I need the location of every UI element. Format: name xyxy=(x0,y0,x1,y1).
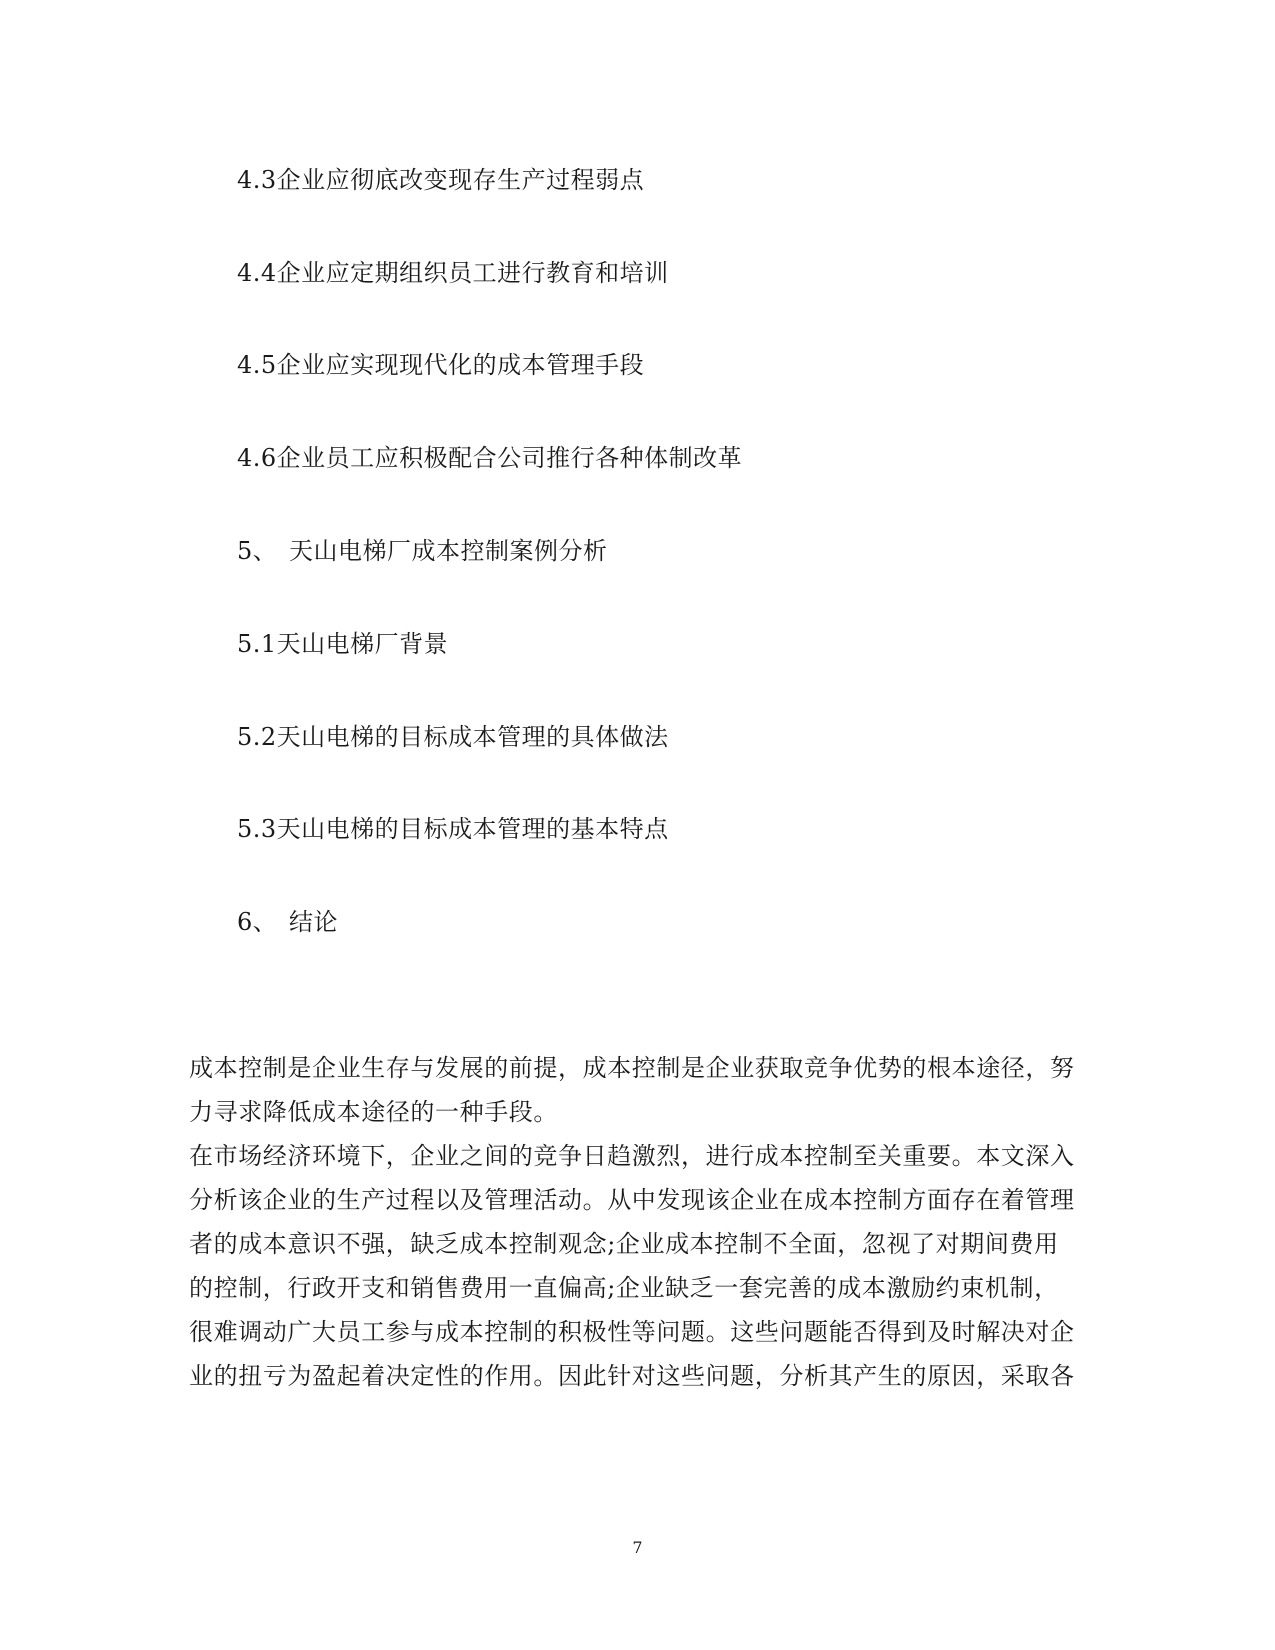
abstract-line: 力寻求降低成本途径的一种手段。 xyxy=(189,1098,558,1126)
toc-number: 4.6 xyxy=(237,444,277,472)
page-number: 7 xyxy=(632,1538,643,1557)
toc-number: 5.3 xyxy=(237,815,277,843)
toc-text: 企业员工应积极配合公司推行各种体制改革 xyxy=(276,444,743,472)
abstract-line: 的控制，行政开支和销售费用一直偏高;企业缺乏一套完善的成本激励约束机制， xyxy=(189,1274,1059,1302)
toc-number: 5.2 xyxy=(237,723,277,751)
toc-text: 结论 xyxy=(289,908,338,936)
toc-item-5-1 xyxy=(237,630,448,658)
toc-number: 5.1 xyxy=(237,630,277,658)
toc-item-4-3 xyxy=(237,166,644,194)
toc-text: 天山电梯的目标成本管理的基本特点 xyxy=(276,815,669,843)
toc-text: 天山电梯的目标成本管理的具体做法 xyxy=(276,723,669,751)
toc-number: 4.5 xyxy=(237,351,277,379)
toc-item-5-2 xyxy=(237,723,669,751)
abstract-line: 在市场经济环境下，企业之间的竞争日趋激烈，进行成本控制至关重要。本文深入 xyxy=(189,1142,1075,1170)
toc-number: 4.3 xyxy=(237,166,277,194)
toc-text: 企业应彻底改变现存生产过程弱点 xyxy=(276,166,645,194)
abstract-paragraph xyxy=(189,1046,1089,1398)
toc-item-4-6 xyxy=(237,444,742,472)
toc-item-4-4 xyxy=(237,259,669,287)
toc-number: 4.4 xyxy=(237,259,277,287)
toc-item-5-3 xyxy=(237,815,669,843)
toc-text: 企业应定期组织员工进行教育和培训 xyxy=(276,259,669,287)
toc-number: 6、 xyxy=(237,908,278,936)
toc-text: 企业应实现现代化的成本管理手段 xyxy=(276,351,645,379)
abstract-line: 者的成本意识不强，缺乏成本控制观念;企业成本控制不全面，忽视了对期间费用 xyxy=(189,1230,1059,1258)
toc-number: 5、 xyxy=(237,537,278,565)
toc-item-5 xyxy=(237,537,608,565)
toc-item-6 xyxy=(237,908,338,936)
toc-item-4-5 xyxy=(237,351,644,379)
abstract-line: 很难调动广大员工参与成本控制的积极性等问题。这些问题能否得到及时解决对企 xyxy=(189,1318,1075,1346)
toc-text: 天山电梯厂成本控制案例分析 xyxy=(289,537,608,565)
abstract-line: 成本控制是企业生存与发展的前提，成本控制是企业获取竞争优势的根本途径，努 xyxy=(189,1054,1075,1082)
abstract-line: 分析该企业的生产过程以及管理活动。从中发现该企业在成本控制方面存在着管理 xyxy=(189,1186,1075,1214)
toc-text: 天山电梯厂背景 xyxy=(276,630,449,658)
abstract-line: 业的扭亏为盈起着决定性的作用。因此针对这些问题，分析其产生的原因，采取各 xyxy=(189,1362,1075,1390)
